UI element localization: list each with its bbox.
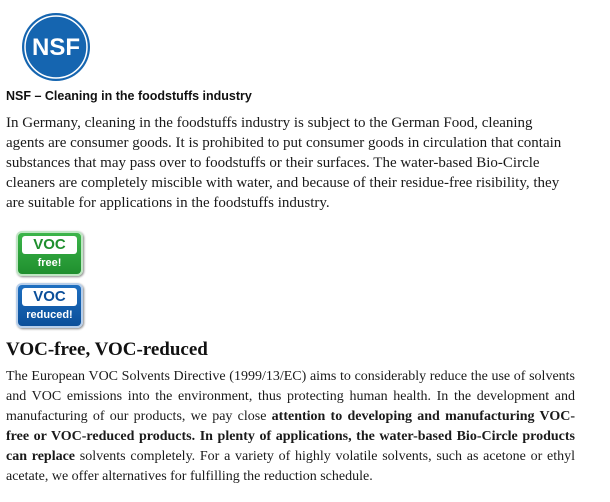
- voc-free-sub: free!: [37, 257, 62, 269]
- voc-paragraph-bold: attention to developing and manufacturing VOC-free or VOC-reduced products. In plenty of applications, the water-based Bio-Circle products can replace: [6, 409, 575, 464]
- voc-free-label: VOC: [22, 236, 77, 254]
- voc-reduced-sub: reduced!: [26, 309, 73, 321]
- voc-free-badge: [16, 231, 83, 276]
- voc-paragraph-part1: The European VOC Solvents Directive (1999/13/EC) aims to considerably reduce the use of solvents and VOC emissions into the environment, thus protecting human health. In the development and manufacturing of our products, we pay close: [6, 369, 575, 424]
- cleaning-paragraph: In Germany, cleaning in the foodstuffs industry is subject to the German Food, cleaning agents are consumer goods. It is prohibited to put consumer goods in circulation that contain substances that may pass over to foodstuffs or their surfaces. The water-based Bio-Circle cleaners are completely miscible with water, and because of their residue-free risibility, they are suitable for applications in the foodstuffs industry.: [6, 115, 562, 211]
- voc-reduced-badge: [16, 283, 83, 328]
- section-title: NSF – Cleaning in the foodstuffs industry: [6, 89, 252, 103]
- nsf-logo: [21, 12, 91, 82]
- svg-text:NSF: NSF: [32, 34, 80, 61]
- voc-reduced-label: VOC: [22, 288, 77, 306]
- voc-heading: VOC-free, VOC-reduced: [6, 339, 208, 360]
- voc-paragraph-part2: solvents completely. For a variety of highly volatile solvents, such as acetone or ethyl acetate, we offer alternatives for fulfilling the reduction schedule.: [6, 449, 575, 484]
- voc-paragraph: [6, 367, 575, 487]
